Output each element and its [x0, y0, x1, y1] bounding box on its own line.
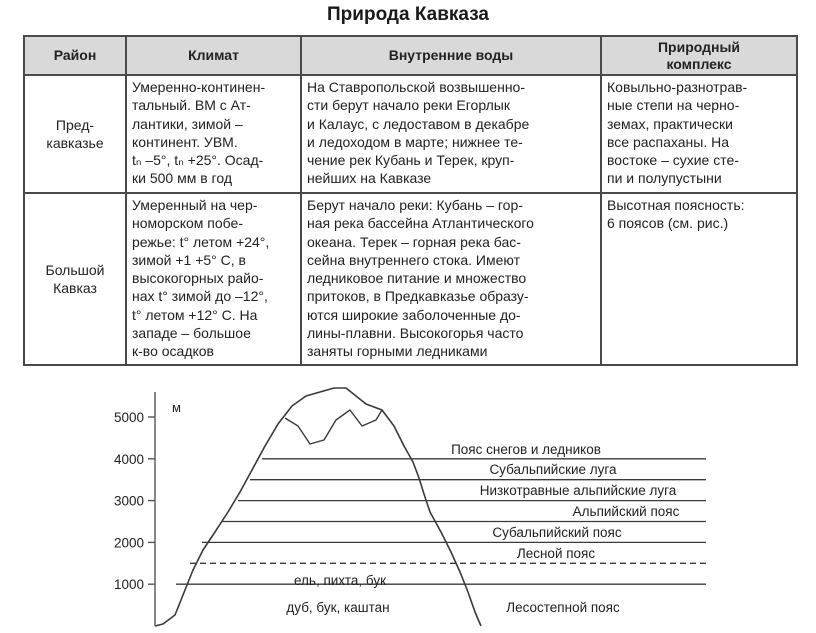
- climate-text-line: к-во осадков: [132, 343, 214, 360]
- climate-text-line: Умеренно-континен-: [132, 79, 266, 95]
- climate-text-line: t° летом +12° С. На: [132, 306, 258, 323]
- zone-label: Субальпийские луга: [489, 461, 617, 477]
- table-row: [24, 75, 797, 193]
- climate-text-line: tₙ –5°, tₙ +25°. Осад-: [132, 152, 264, 169]
- header-region: Район: [24, 36, 126, 75]
- complex-text-line: 6 поясов (см. рис.): [607, 215, 729, 232]
- waters-text-line: Берут начало реки: Кубань – гор-: [307, 197, 523, 213]
- climate-text-line: Умеренный на чер-: [132, 197, 258, 213]
- climate-text-line: тальный. ВМ с Ат-: [132, 97, 251, 114]
- zone-label: Лесной пояс: [516, 545, 596, 561]
- y-tick-label: 1000: [113, 577, 144, 593]
- cell-waters: [301, 193, 601, 365]
- zone-label: Субальпийский пояс: [492, 524, 622, 540]
- cell-climate: [126, 75, 301, 193]
- header-complex-line1: Природный: [657, 38, 741, 55]
- table-header-row: [24, 36, 797, 75]
- waters-text-line: ледниковое питание и множество: [307, 270, 527, 287]
- waters-text-line: и ледоходом в марте; нижнее те-: [307, 133, 523, 150]
- climate-text-line: лантики, зимой –: [132, 115, 243, 132]
- waters-text-line: лины-плавни. Высокогорья часто: [307, 325, 524, 342]
- waters-text-line: и Калаус, с ледоставом в декабре: [307, 115, 530, 132]
- climate-text-line: нах t° зимой до –12°,: [132, 288, 268, 305]
- complex-text-line: все распаханы. На: [607, 133, 729, 150]
- waters-text-line: На Ставропольской возвышенно-: [307, 79, 526, 95]
- table-row: [24, 193, 797, 365]
- waters-text-line: чение рек Кубань и Терек, круп-: [307, 152, 515, 169]
- complex-text-line: Высотная поясность:: [607, 197, 745, 213]
- waters-text-line: нейших на Кавказе: [307, 170, 432, 187]
- waters-text-line: заняты горными ледниками: [307, 343, 488, 360]
- waters-text-line: притоков, в Предкавказье образу-: [307, 288, 529, 305]
- y-tick-label: 5000: [113, 410, 144, 425]
- cell-region: [24, 193, 126, 365]
- waters-text-line: сейна внутреннего стока. Имеют: [307, 251, 521, 268]
- nature-table: [23, 35, 798, 366]
- forest-upper-label: ель, пихта, бук: [293, 573, 387, 588]
- climate-text-line: ки 500 мм в год: [132, 170, 232, 187]
- climate-text-line: зимой +1 +5° С, в: [132, 251, 246, 268]
- region-name-line: Кавказ: [53, 280, 97, 296]
- header-complex-line2: комплекс: [666, 55, 732, 72]
- y-tick-label: 3000: [113, 493, 144, 509]
- waters-text-line: ная река бассейна Атлантического: [307, 215, 534, 232]
- zone-label: Пояс снегов и ледников: [451, 442, 601, 458]
- forest-lower-label: дуб, бук, каштан: [286, 600, 390, 615]
- complex-text-line: земах, практически: [607, 115, 733, 132]
- cell-complex: [601, 75, 797, 193]
- y-axis-unit: м: [172, 400, 181, 415]
- header-climate: Климат: [126, 36, 301, 75]
- y-tick-label: 2000: [113, 535, 144, 551]
- complex-text-line: Ковыльно-разнотрав-: [607, 79, 748, 95]
- complex-text-line: ные степи на черно-: [607, 97, 740, 114]
- waters-text-line: сти берут начало реки Егорлык: [307, 97, 510, 114]
- climate-text-line: западе – большое: [132, 325, 251, 342]
- altitude-zones-diagram: [0, 380, 816, 633]
- header-waters: Внутренние воды: [301, 36, 601, 75]
- zone-label: Низкотравные альпийские луга: [479, 483, 677, 499]
- zone-label: Альпийский пояс: [572, 504, 680, 520]
- climate-text-line: номорском побе-: [132, 215, 243, 232]
- climate-text-line: режье: t° летом +24°,: [132, 233, 270, 250]
- cell-complex: [601, 193, 797, 365]
- cell-climate: [126, 193, 301, 365]
- zone-label: Лесостепной пояс: [506, 600, 620, 616]
- snow-cap-line: [285, 410, 382, 444]
- complex-text-line: пи и полупустыни: [607, 170, 722, 187]
- complex-text-line: востоке – сухие сте-: [607, 152, 739, 169]
- cell-waters: [301, 75, 601, 193]
- region-name-line: кавказье: [46, 135, 104, 151]
- region-name-line: Пред-: [55, 116, 95, 133]
- region-name-line: Большой: [45, 261, 105, 278]
- header-complex: [601, 36, 797, 75]
- climate-text-line: континент. УВМ.: [132, 133, 238, 150]
- page-title: Природа Кавказа: [327, 4, 489, 25]
- climate-text-line: высокогорных райо-: [132, 270, 264, 287]
- waters-text-line: ются широкие заболоченные до-: [307, 306, 521, 323]
- waters-text-line: океана. Терек – горная река бас-: [307, 233, 521, 250]
- cell-region: [24, 75, 126, 193]
- mountain-outline: [155, 388, 481, 626]
- y-tick-label: 4000: [113, 451, 144, 467]
